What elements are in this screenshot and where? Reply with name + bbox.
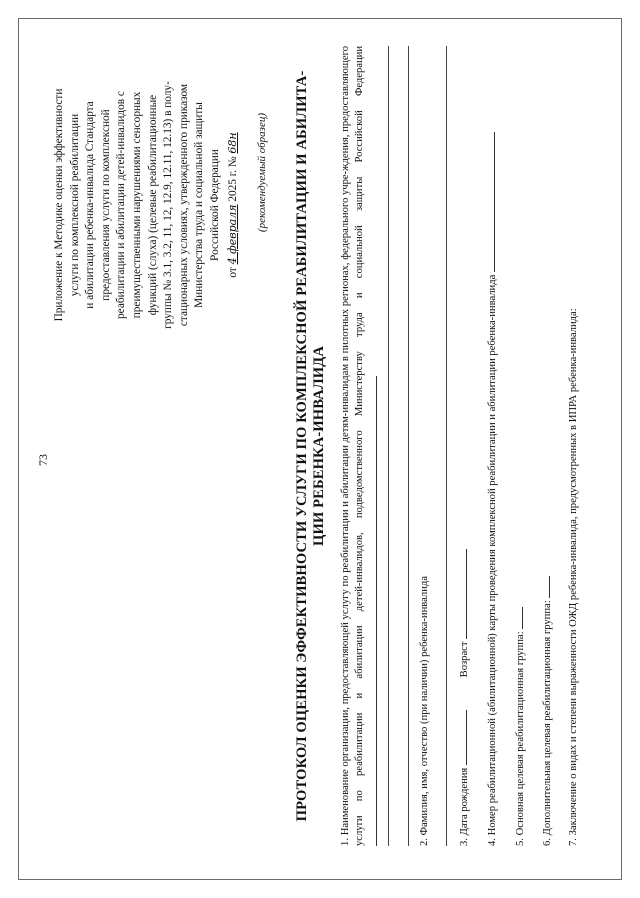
additional-group-blank[interactable] xyxy=(539,576,550,598)
card-number-blank[interactable] xyxy=(484,132,495,272)
appendix-line: функций (слуха) (целевые реабилитационные xyxy=(146,94,159,316)
field-main-group-label: 5. Основная целевая реабилитационная группа: xyxy=(515,631,526,846)
document-title xyxy=(294,46,328,846)
handwritten-order-number: 68н xyxy=(225,132,239,154)
field-full-name-label: 2. Фамилия, имя, отчество (при наличии) ребенка-инвалида xyxy=(419,576,430,846)
birth-date-blank[interactable] xyxy=(456,710,467,765)
appendix-line: Российской Федерации xyxy=(208,149,221,261)
document-page xyxy=(26,18,626,876)
organization-rule-2 xyxy=(408,46,409,846)
organization-rule-1 xyxy=(388,46,389,846)
field-birth-date xyxy=(456,549,471,846)
appendix-line: Министерства труда и социальной защиты xyxy=(193,102,206,308)
field-conclusion-label: 7. Заключение о видах и степени выраженности ОЖД ребенка-инвалида, предусмотренных в ИПРА ребенка-инвалида: xyxy=(568,308,579,846)
appendix-line: предоставления услуги по комплексной xyxy=(99,109,112,301)
field-organization-label: 1. Наименование организации, предоставляющей услугу по реабилитации и абилитации детям-инвалидам в пилотных регионах, федерального учре-ждения, предоставляющего услуги по реабилитации и абилитации детей-инвалидов, подведомственного Министерству труда и социальной защиты Российской Федерации xyxy=(340,46,365,846)
field-full-name xyxy=(418,576,431,846)
main-group-blank[interactable] xyxy=(512,607,523,629)
age-blank[interactable] xyxy=(456,549,467,639)
appendix-line: Приложение к Методике оценки эффективности xyxy=(53,88,65,322)
field-organization xyxy=(339,46,382,846)
handwritten-date: 4 февраля xyxy=(225,204,239,265)
page-number: 73 xyxy=(36,454,50,466)
field-age-label: Возраст xyxy=(459,641,470,678)
field-additional-group xyxy=(539,576,554,846)
appendix-line: группы № 3.1, 3.2, 11, 12, 12.9, 12.11, 12.13) в полу- xyxy=(162,81,175,329)
title-line-2: ЦИИ РЕБЕНКА-ИНВАЛИДА xyxy=(311,346,327,546)
date-year: 2025 г. № xyxy=(226,156,239,202)
date-prefix: от xyxy=(226,267,239,278)
field-birth-date-label: 3. Дата рождения xyxy=(459,767,470,846)
appendix-date-line xyxy=(225,40,242,370)
appendix-line: стационарных условиях, утвержденного приказом xyxy=(177,83,190,327)
appendix-line: и абилитации ребенка-инвалида Стандарта xyxy=(84,101,97,309)
field-main-group xyxy=(512,607,527,846)
title-line-1: ПРОТОКОЛ ОЦЕНКИ ЭФФЕКТИВНОСТИ УСЛУГИ ПО КОМПЛЕКСНОЙ РЕАБИЛИТАЦИИ И АБИЛИТА- xyxy=(294,70,310,822)
field-card-number xyxy=(484,132,499,846)
appendix-line: преимущественными нарушениями сенсорных xyxy=(130,91,143,319)
appendix-line: услуги по комплексной реабилитации xyxy=(68,113,81,297)
appendix-block xyxy=(52,40,241,370)
full-name-rule xyxy=(446,46,447,846)
sample-note: (рекомендуемый образец) xyxy=(256,113,268,233)
field-conclusion xyxy=(567,308,580,846)
appendix-line: реабилитации и абилитации детей-инвалидов с xyxy=(115,91,128,319)
field-card-number-label: 4. Номер реабилитационной (абилитационной) карты проведения комплексной реабилитации и абилитации ребенка-инвалида xyxy=(487,274,498,846)
field-additional-group-label: 6. Дополнительная целевая реабилитационная группа: xyxy=(542,600,553,846)
organization-blank[interactable] xyxy=(366,376,377,846)
